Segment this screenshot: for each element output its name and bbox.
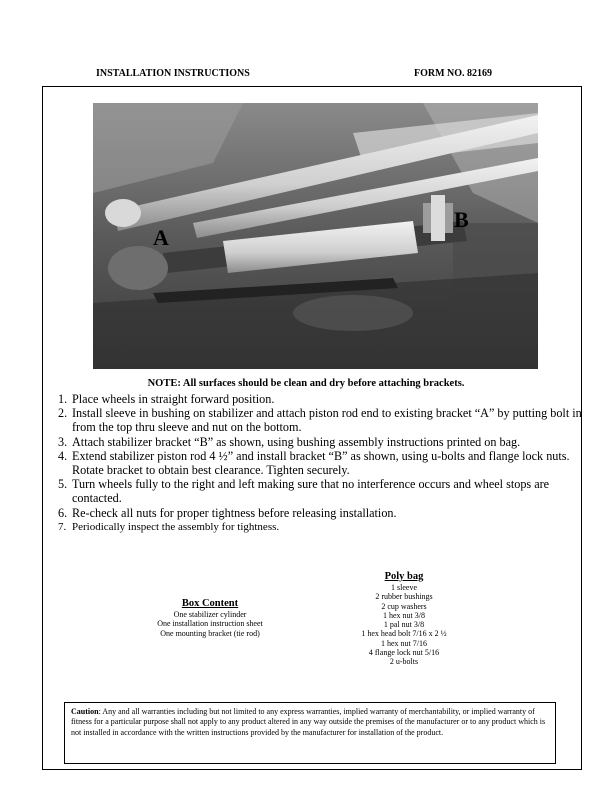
poly-bag-title: Poly bag — [384, 571, 424, 582]
step-item — [58, 477, 588, 505]
note-text: NOTE: All surfaces should be clean and dry before attaching brackets. — [147, 378, 465, 389]
step-item — [58, 520, 588, 534]
photo-label-a: A — [153, 225, 169, 250]
box-content-item: One installation instruction sheet — [157, 619, 263, 629]
step-number: 6. — [58, 505, 68, 520]
instruction-steps — [58, 392, 588, 534]
poly-bag-section — [334, 571, 474, 667]
box-content-section — [140, 598, 280, 638]
step-text: Install sleeve in bushing on stabilizer and attach piston rod end to existing bracket “A” by putting bolt in from the top thru sleeve and nut on the bottom. — [72, 406, 582, 435]
poly-bag-item: 2 cup washers — [381, 601, 427, 611]
step-item — [58, 392, 588, 406]
step-text: Extend stabilizer piston rod 4 ½” and install bracket “B” as shown, using u-bolts and flange lock nuts. Rotate bracket to obtain best clearance. Tighten securely. — [72, 448, 570, 478]
caution-text: : Any and all warranties including but not limited to any express warranties, implied warranty of merchantability, or implied warranty of fitness for a particular purpose shall not apply to any product altered in any way outside the premises of the manufacturer or to any product which is not installed in accordance with the written instructions provided by the manufacturer for installation of the product. — [71, 707, 546, 737]
step-item — [58, 506, 588, 520]
step-text: Place wheels in straight forward position. — [72, 392, 275, 406]
poly-bag-item: 1 pal nut 3/8 — [383, 620, 425, 630]
poly-bag-item: 1 hex head bolt 7/16 x 2 ½ — [361, 629, 447, 639]
step-number: 1. — [58, 392, 68, 406]
caution-label: Caution — [71, 707, 99, 716]
installation-photo — [93, 103, 538, 369]
caution-box — [64, 702, 556, 764]
step-number: 2. — [58, 406, 68, 421]
step-item — [58, 435, 588, 449]
box-content-title: Box Content — [181, 598, 239, 609]
step-item — [58, 406, 588, 434]
page-header — [0, 68, 612, 84]
poly-bag-item: 2 u-bolts — [389, 657, 419, 667]
poly-bag-item: 2 rubber bushings — [375, 592, 433, 602]
step-number: 4. — [58, 448, 68, 463]
document-title: INSTALLATION INSTRUCTIONS — [96, 68, 250, 79]
step-number: 3. — [58, 434, 68, 449]
poly-bag-item: 1 hex nut 7/16 — [381, 638, 427, 648]
step-item — [58, 449, 588, 477]
step-text: Re-check all nuts for proper tightness before releasing installation. — [72, 505, 397, 520]
step-text: Attach stabilizer bracket “B” as shown, using bushing assembly instructions printed on bag. — [72, 434, 521, 449]
step-number: 5. — [58, 477, 68, 492]
photo-label-b: B — [454, 207, 469, 232]
box-content-item: One mounting bracket (tie rod) — [160, 628, 260, 638]
poly-bag-item: 4 flange lock nut 5/16 — [368, 648, 440, 658]
step-text: Turn wheels fully to the right and left making sure that no interference occurs and wheel stops are contacted. — [72, 477, 550, 506]
poly-bag-item: 1 sleeve — [391, 583, 417, 592]
photo-illustration — [93, 103, 538, 369]
box-content-item: One stabilizer cylinder — [173, 610, 247, 619]
poly-bag-item: 1 hex nut 3/8 — [383, 610, 425, 620]
step-text: Periodically inspect the assembly for tightness. — [72, 520, 280, 533]
step-number: 7. — [58, 520, 67, 533]
form-number: FORM NO. 82169 — [414, 68, 493, 79]
